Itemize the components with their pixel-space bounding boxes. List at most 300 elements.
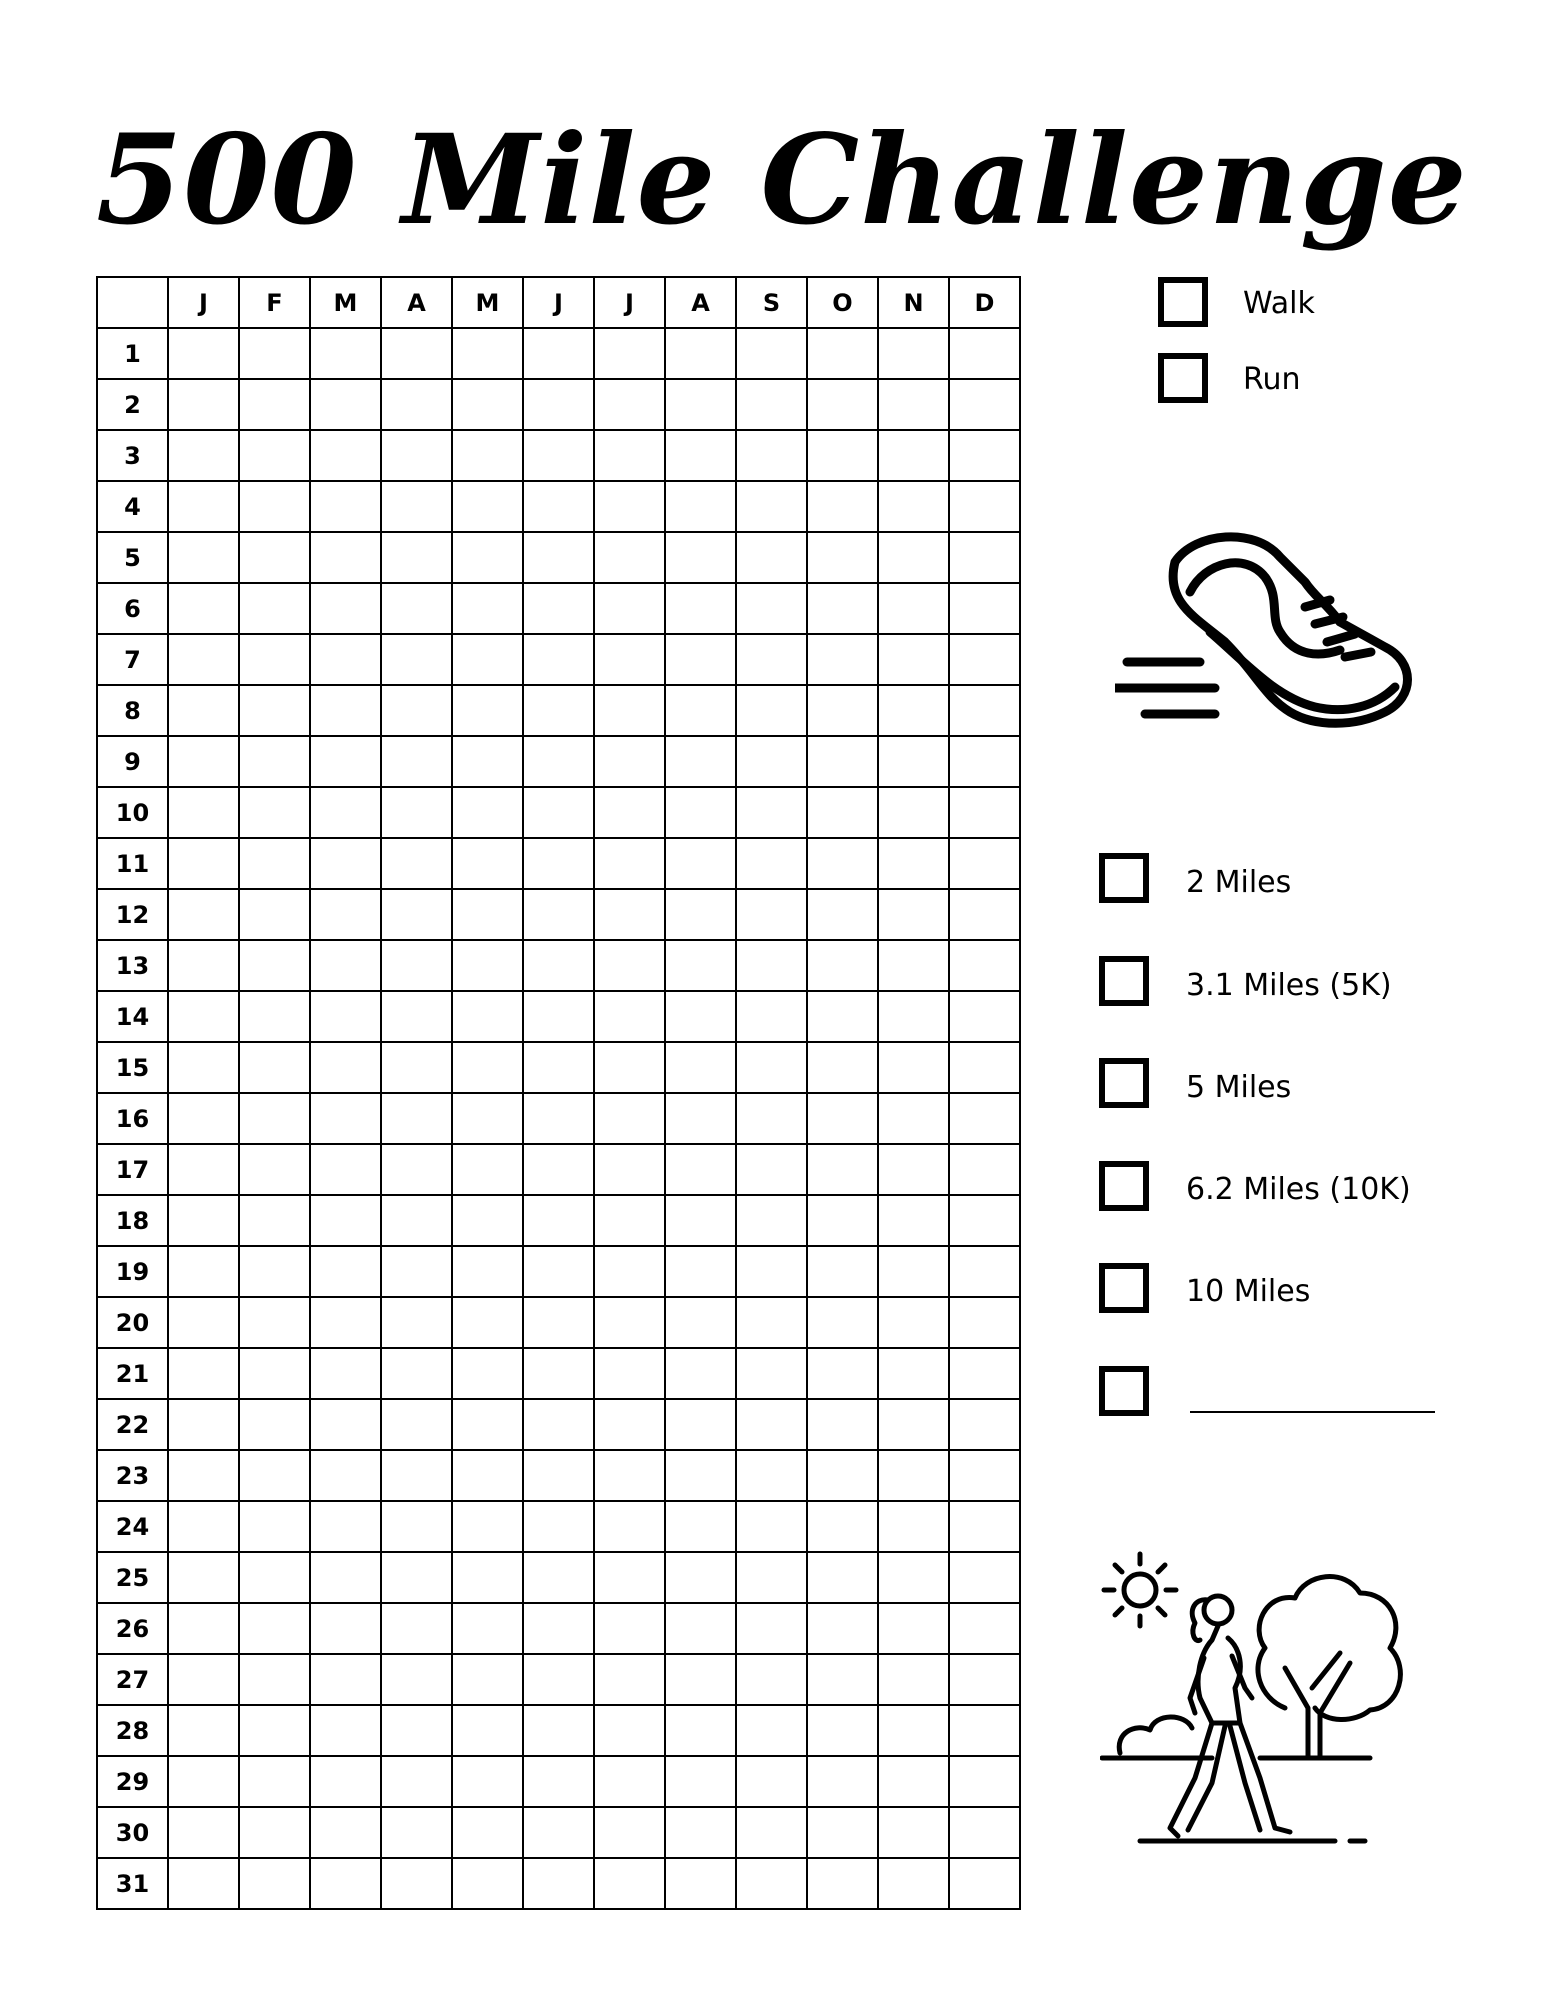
mileage-cell[interactable] (736, 379, 807, 430)
mileage-cell[interactable] (807, 787, 878, 838)
mileage-cell[interactable] (310, 430, 381, 481)
mileage-cell[interactable] (168, 1246, 239, 1297)
mileage-cell[interactable] (807, 1654, 878, 1705)
mileage-cell[interactable] (736, 1042, 807, 1093)
mileage-cell[interactable] (736, 328, 807, 379)
mileage-cell[interactable] (381, 1348, 452, 1399)
distance-checkbox-2-miles[interactable] (1099, 853, 1149, 903)
mileage-cell[interactable] (310, 1450, 381, 1501)
mileage-cell[interactable] (594, 1246, 665, 1297)
mileage-cell[interactable] (878, 838, 949, 889)
mileage-cell[interactable] (168, 1807, 239, 1858)
mileage-cell[interactable] (523, 532, 594, 583)
mileage-cell[interactable] (878, 1348, 949, 1399)
mileage-cell[interactable] (594, 889, 665, 940)
mileage-cell[interactable] (168, 1705, 239, 1756)
mileage-cell[interactable] (665, 379, 736, 430)
mileage-cell[interactable] (310, 634, 381, 685)
mileage-cell[interactable] (239, 736, 310, 787)
mileage-cell[interactable] (239, 838, 310, 889)
mileage-cell[interactable] (736, 634, 807, 685)
mileage-cell[interactable] (168, 1654, 239, 1705)
mileage-cell[interactable] (594, 1807, 665, 1858)
mileage-cell[interactable] (736, 787, 807, 838)
mileage-cell[interactable] (594, 1042, 665, 1093)
mileage-cell[interactable] (310, 1654, 381, 1705)
mileage-cell[interactable] (594, 379, 665, 430)
mileage-cell[interactable] (807, 1297, 878, 1348)
mileage-cell[interactable] (239, 1195, 310, 1246)
mileage-cell[interactable] (878, 481, 949, 532)
mileage-cell[interactable] (239, 685, 310, 736)
mileage-cell[interactable] (736, 1399, 807, 1450)
mileage-cell[interactable] (807, 889, 878, 940)
mileage-cell[interactable] (807, 1603, 878, 1654)
mileage-cell[interactable] (807, 1144, 878, 1195)
mileage-cell[interactable] (310, 1705, 381, 1756)
mileage-cell[interactable] (594, 940, 665, 991)
mileage-cell[interactable] (239, 532, 310, 583)
mileage-cell[interactable] (168, 532, 239, 583)
mileage-cell[interactable] (381, 328, 452, 379)
mileage-cell[interactable] (878, 685, 949, 736)
mileage-cell[interactable] (949, 1858, 1020, 1909)
mileage-cell[interactable] (168, 1144, 239, 1195)
mileage-cell[interactable] (452, 940, 523, 991)
mileage-cell[interactable] (381, 532, 452, 583)
mileage-cell[interactable] (239, 1144, 310, 1195)
mileage-cell[interactable] (949, 430, 1020, 481)
mileage-cell[interactable] (381, 1654, 452, 1705)
mileage-cell[interactable] (878, 328, 949, 379)
mileage-cell[interactable] (452, 1348, 523, 1399)
mileage-cell[interactable] (807, 1501, 878, 1552)
mileage-cell[interactable] (381, 736, 452, 787)
mileage-cell[interactable] (239, 1450, 310, 1501)
mileage-cell[interactable] (949, 787, 1020, 838)
mileage-cell[interactable] (807, 991, 878, 1042)
mileage-cell[interactable] (452, 583, 523, 634)
mileage-cell[interactable] (239, 1501, 310, 1552)
mileage-cell[interactable] (381, 1807, 452, 1858)
mileage-cell[interactable] (736, 1348, 807, 1399)
mileage-cell[interactable] (310, 1552, 381, 1603)
mileage-cell[interactable] (594, 1348, 665, 1399)
mileage-cell[interactable] (523, 1807, 594, 1858)
mileage-cell[interactable] (878, 430, 949, 481)
mileage-cell[interactable] (239, 379, 310, 430)
mileage-cell[interactable] (523, 583, 594, 634)
mileage-cell[interactable] (452, 1042, 523, 1093)
mileage-cell[interactable] (949, 583, 1020, 634)
mileage-cell[interactable] (949, 685, 1020, 736)
mileage-cell[interactable] (736, 1144, 807, 1195)
mileage-cell[interactable] (168, 1042, 239, 1093)
mileage-cell[interactable] (381, 1501, 452, 1552)
mileage-cell[interactable] (381, 1450, 452, 1501)
mileage-cell[interactable] (452, 1552, 523, 1603)
mileage-cell[interactable] (949, 1807, 1020, 1858)
mileage-cell[interactable] (736, 1246, 807, 1297)
mileage-cell[interactable] (665, 1654, 736, 1705)
mileage-cell[interactable] (168, 430, 239, 481)
mileage-cell[interactable] (665, 583, 736, 634)
mileage-cell[interactable] (665, 1246, 736, 1297)
mileage-cell[interactable] (878, 1654, 949, 1705)
mileage-cell[interactable] (736, 685, 807, 736)
mileage-cell[interactable] (878, 787, 949, 838)
mileage-cell[interactable] (523, 1603, 594, 1654)
run-checkbox[interactable] (1158, 353, 1208, 403)
mileage-cell[interactable] (452, 430, 523, 481)
mileage-cell[interactable] (452, 787, 523, 838)
mileage-cell[interactable] (736, 1501, 807, 1552)
mileage-cell[interactable] (310, 1297, 381, 1348)
mileage-cell[interactable] (239, 1246, 310, 1297)
mileage-cell[interactable] (310, 838, 381, 889)
mileage-cell[interactable] (523, 736, 594, 787)
mileage-cell[interactable] (168, 1348, 239, 1399)
mileage-cell[interactable] (310, 1807, 381, 1858)
mileage-cell[interactable] (310, 889, 381, 940)
mileage-cell[interactable] (381, 583, 452, 634)
mileage-cell[interactable] (736, 1093, 807, 1144)
mileage-cell[interactable] (239, 940, 310, 991)
mileage-cell[interactable] (807, 1093, 878, 1144)
mileage-cell[interactable] (878, 940, 949, 991)
mileage-cell[interactable] (452, 1603, 523, 1654)
mileage-cell[interactable] (665, 736, 736, 787)
mileage-cell[interactable] (381, 889, 452, 940)
mileage-cell[interactable] (736, 430, 807, 481)
mileage-cell[interactable] (949, 1552, 1020, 1603)
mileage-cell[interactable] (523, 1501, 594, 1552)
mileage-cell[interactable] (878, 634, 949, 685)
mileage-cell[interactable] (594, 1858, 665, 1909)
mileage-cell[interactable] (949, 1297, 1020, 1348)
mileage-cell[interactable] (949, 1144, 1020, 1195)
mileage-cell[interactable] (381, 1552, 452, 1603)
mileage-cell[interactable] (949, 991, 1020, 1042)
mileage-cell[interactable] (665, 940, 736, 991)
mileage-cell[interactable] (523, 838, 594, 889)
mileage-cell[interactable] (807, 1756, 878, 1807)
mileage-cell[interactable] (949, 736, 1020, 787)
mileage-cell[interactable] (807, 379, 878, 430)
mileage-cell[interactable] (168, 685, 239, 736)
mileage-cell[interactable] (878, 583, 949, 634)
mileage-cell[interactable] (381, 1042, 452, 1093)
mileage-cell[interactable] (807, 736, 878, 787)
mileage-cell[interactable] (878, 1858, 949, 1909)
mileage-cell[interactable] (310, 1042, 381, 1093)
mileage-cell[interactable] (381, 481, 452, 532)
mileage-cell[interactable] (523, 430, 594, 481)
mileage-cell[interactable] (381, 1093, 452, 1144)
mileage-cell[interactable] (878, 991, 949, 1042)
mileage-cell[interactable] (523, 1858, 594, 1909)
mileage-cell[interactable] (665, 889, 736, 940)
mileage-cell[interactable] (239, 481, 310, 532)
mileage-cell[interactable] (310, 328, 381, 379)
mileage-cell[interactable] (665, 1297, 736, 1348)
distance-checkbox-5-miles[interactable] (1099, 1058, 1149, 1108)
mileage-cell[interactable] (736, 481, 807, 532)
mileage-cell[interactable] (736, 583, 807, 634)
mileage-cell[interactable] (807, 481, 878, 532)
mileage-cell[interactable] (452, 736, 523, 787)
mileage-cell[interactable] (523, 787, 594, 838)
mileage-cell[interactable] (239, 1552, 310, 1603)
mileage-cell[interactable] (594, 1705, 665, 1756)
mileage-cell[interactable] (381, 685, 452, 736)
mileage-cell[interactable] (452, 328, 523, 379)
mileage-cell[interactable] (807, 838, 878, 889)
mileage-cell[interactable] (878, 1807, 949, 1858)
mileage-cell[interactable] (310, 787, 381, 838)
mileage-cell[interactable] (523, 940, 594, 991)
mileage-cell[interactable] (736, 1858, 807, 1909)
mileage-cell[interactable] (665, 1450, 736, 1501)
mileage-cell[interactable] (452, 1195, 523, 1246)
mileage-cell[interactable] (452, 991, 523, 1042)
mileage-cell[interactable] (594, 1399, 665, 1450)
mileage-cell[interactable] (168, 1195, 239, 1246)
mileage-cell[interactable] (310, 481, 381, 532)
mileage-cell[interactable] (949, 532, 1020, 583)
mileage-cell[interactable] (665, 1093, 736, 1144)
mileage-cell[interactable] (381, 1246, 452, 1297)
mileage-cell[interactable] (736, 1603, 807, 1654)
mileage-cell[interactable] (310, 1144, 381, 1195)
mileage-cell[interactable] (807, 1552, 878, 1603)
mileage-cell[interactable] (381, 634, 452, 685)
mileage-cell[interactable] (452, 1501, 523, 1552)
mileage-cell[interactable] (665, 1399, 736, 1450)
mileage-cell[interactable] (736, 1654, 807, 1705)
mileage-cell[interactable] (878, 1042, 949, 1093)
mileage-cell[interactable] (736, 1705, 807, 1756)
mileage-cell[interactable] (878, 1450, 949, 1501)
mileage-cell[interactable] (523, 1450, 594, 1501)
custom-distance-line[interactable] (1190, 1411, 1435, 1413)
mileage-cell[interactable] (594, 991, 665, 1042)
mileage-cell[interactable] (594, 1144, 665, 1195)
mileage-cell[interactable] (594, 481, 665, 532)
mileage-cell[interactable] (878, 1399, 949, 1450)
mileage-cell[interactable] (168, 481, 239, 532)
mileage-cell[interactable] (665, 787, 736, 838)
mileage-cell[interactable] (168, 940, 239, 991)
mileage-cell[interactable] (807, 1807, 878, 1858)
mileage-cell[interactable] (878, 1195, 949, 1246)
mileage-cell[interactable] (239, 1297, 310, 1348)
mileage-cell[interactable] (523, 1093, 594, 1144)
mileage-cell[interactable] (523, 991, 594, 1042)
distance-checkbox-5k[interactable] (1099, 956, 1149, 1006)
mileage-cell[interactable] (168, 379, 239, 430)
mileage-cell[interactable] (878, 1297, 949, 1348)
mileage-cell[interactable] (168, 838, 239, 889)
mileage-cell[interactable] (949, 889, 1020, 940)
mileage-cell[interactable] (594, 1450, 665, 1501)
mileage-cell[interactable] (878, 1144, 949, 1195)
mileage-cell[interactable] (594, 838, 665, 889)
mileage-cell[interactable] (168, 1603, 239, 1654)
mileage-cell[interactable] (949, 328, 1020, 379)
mileage-cell[interactable] (807, 583, 878, 634)
mileage-cell[interactable] (807, 1450, 878, 1501)
mileage-cell[interactable] (310, 1093, 381, 1144)
mileage-cell[interactable] (452, 1093, 523, 1144)
mileage-cell[interactable] (239, 1093, 310, 1144)
mileage-cell[interactable] (665, 1348, 736, 1399)
mileage-cell[interactable] (736, 1756, 807, 1807)
mileage-cell[interactable] (665, 1705, 736, 1756)
mileage-cell[interactable] (168, 889, 239, 940)
mileage-cell[interactable] (452, 1756, 523, 1807)
mileage-cell[interactable] (665, 1807, 736, 1858)
mileage-cell[interactable] (239, 328, 310, 379)
mileage-cell[interactable] (523, 1246, 594, 1297)
mileage-cell[interactable] (949, 1756, 1020, 1807)
mileage-cell[interactable] (239, 1654, 310, 1705)
mileage-cell[interactable] (523, 1348, 594, 1399)
mileage-cell[interactable] (878, 1093, 949, 1144)
mileage-cell[interactable] (168, 1399, 239, 1450)
mileage-cell[interactable] (736, 1552, 807, 1603)
mileage-cell[interactable] (736, 889, 807, 940)
mileage-cell[interactable] (452, 685, 523, 736)
mileage-cell[interactable] (452, 1654, 523, 1705)
mileage-cell[interactable] (310, 532, 381, 583)
mileage-cell[interactable] (665, 328, 736, 379)
mileage-cell[interactable] (168, 1093, 239, 1144)
mileage-cell[interactable] (807, 1705, 878, 1756)
mileage-cell[interactable] (594, 1501, 665, 1552)
mileage-cell[interactable] (452, 1450, 523, 1501)
mileage-cell[interactable] (381, 838, 452, 889)
mileage-cell[interactable] (665, 1756, 736, 1807)
mileage-cell[interactable] (523, 328, 594, 379)
mileage-cell[interactable] (523, 1042, 594, 1093)
mileage-cell[interactable] (807, 1348, 878, 1399)
mileage-cell[interactable] (168, 1297, 239, 1348)
mileage-cell[interactable] (736, 1450, 807, 1501)
mileage-cell[interactable] (310, 1399, 381, 1450)
mileage-cell[interactable] (949, 1399, 1020, 1450)
mileage-cell[interactable] (239, 889, 310, 940)
mileage-cell[interactable] (310, 1195, 381, 1246)
mileage-cell[interactable] (523, 889, 594, 940)
mileage-cell[interactable] (523, 1705, 594, 1756)
mileage-cell[interactable] (381, 1705, 452, 1756)
mileage-cell[interactable] (949, 1246, 1020, 1297)
mileage-cell[interactable] (523, 1195, 594, 1246)
mileage-cell[interactable] (807, 1858, 878, 1909)
distance-checkbox-custom[interactable] (1099, 1366, 1149, 1416)
distance-checkbox-10k[interactable] (1099, 1161, 1149, 1211)
mileage-cell[interactable] (381, 1756, 452, 1807)
mileage-cell[interactable] (594, 1654, 665, 1705)
mileage-cell[interactable] (310, 1246, 381, 1297)
mileage-cell[interactable] (878, 1603, 949, 1654)
mileage-cell[interactable] (168, 787, 239, 838)
mileage-cell[interactable] (878, 1501, 949, 1552)
mileage-cell[interactable] (168, 634, 239, 685)
mileage-cell[interactable] (452, 1297, 523, 1348)
mileage-cell[interactable] (310, 1756, 381, 1807)
mileage-cell[interactable] (736, 940, 807, 991)
mileage-cell[interactable] (807, 685, 878, 736)
mileage-cell[interactable] (949, 1093, 1020, 1144)
mileage-cell[interactable] (239, 1348, 310, 1399)
mileage-cell[interactable] (310, 1858, 381, 1909)
mileage-cell[interactable] (452, 1858, 523, 1909)
mileage-cell[interactable] (594, 1552, 665, 1603)
mileage-cell[interactable] (381, 1858, 452, 1909)
mileage-cell[interactable] (949, 1603, 1020, 1654)
mileage-cell[interactable] (168, 736, 239, 787)
mileage-cell[interactable] (381, 1144, 452, 1195)
mileage-cell[interactable] (239, 1399, 310, 1450)
mileage-cell[interactable] (949, 1450, 1020, 1501)
mileage-cell[interactable] (807, 634, 878, 685)
mileage-cell[interactable] (168, 583, 239, 634)
mileage-cell[interactable] (949, 634, 1020, 685)
mileage-cell[interactable] (878, 532, 949, 583)
mileage-cell[interactable] (949, 1348, 1020, 1399)
mileage-cell[interactable] (452, 634, 523, 685)
mileage-cell[interactable] (736, 991, 807, 1042)
mileage-cell[interactable] (168, 1552, 239, 1603)
mileage-cell[interactable] (239, 1858, 310, 1909)
mileage-cell[interactable] (665, 838, 736, 889)
mileage-cell[interactable] (594, 1093, 665, 1144)
mileage-cell[interactable] (239, 1756, 310, 1807)
mileage-cell[interactable] (381, 1603, 452, 1654)
mileage-cell[interactable] (452, 1399, 523, 1450)
mileage-cell[interactable] (452, 1705, 523, 1756)
mileage-cell[interactable] (665, 991, 736, 1042)
mileage-cell[interactable] (594, 1297, 665, 1348)
mileage-cell[interactable] (239, 787, 310, 838)
mileage-cell[interactable] (381, 1195, 452, 1246)
mileage-cell[interactable] (878, 379, 949, 430)
mileage-cell[interactable] (452, 889, 523, 940)
mileage-cell[interactable] (665, 1195, 736, 1246)
mileage-cell[interactable] (168, 1501, 239, 1552)
mileage-cell[interactable] (594, 634, 665, 685)
mileage-cell[interactable] (594, 1756, 665, 1807)
mileage-cell[interactable] (452, 838, 523, 889)
mileage-cell[interactable] (452, 1246, 523, 1297)
mileage-cell[interactable] (807, 328, 878, 379)
mileage-cell[interactable] (310, 379, 381, 430)
mileage-cell[interactable] (168, 1858, 239, 1909)
mileage-cell[interactable] (665, 634, 736, 685)
mileage-cell[interactable] (594, 1603, 665, 1654)
mileage-cell[interactable] (381, 379, 452, 430)
mileage-cell[interactable] (523, 634, 594, 685)
mileage-cell[interactable] (523, 481, 594, 532)
mileage-cell[interactable] (523, 685, 594, 736)
mileage-cell[interactable] (807, 940, 878, 991)
mileage-cell[interactable] (665, 1144, 736, 1195)
mileage-cell[interactable] (310, 940, 381, 991)
mileage-cell[interactable] (665, 532, 736, 583)
mileage-cell[interactable] (807, 430, 878, 481)
